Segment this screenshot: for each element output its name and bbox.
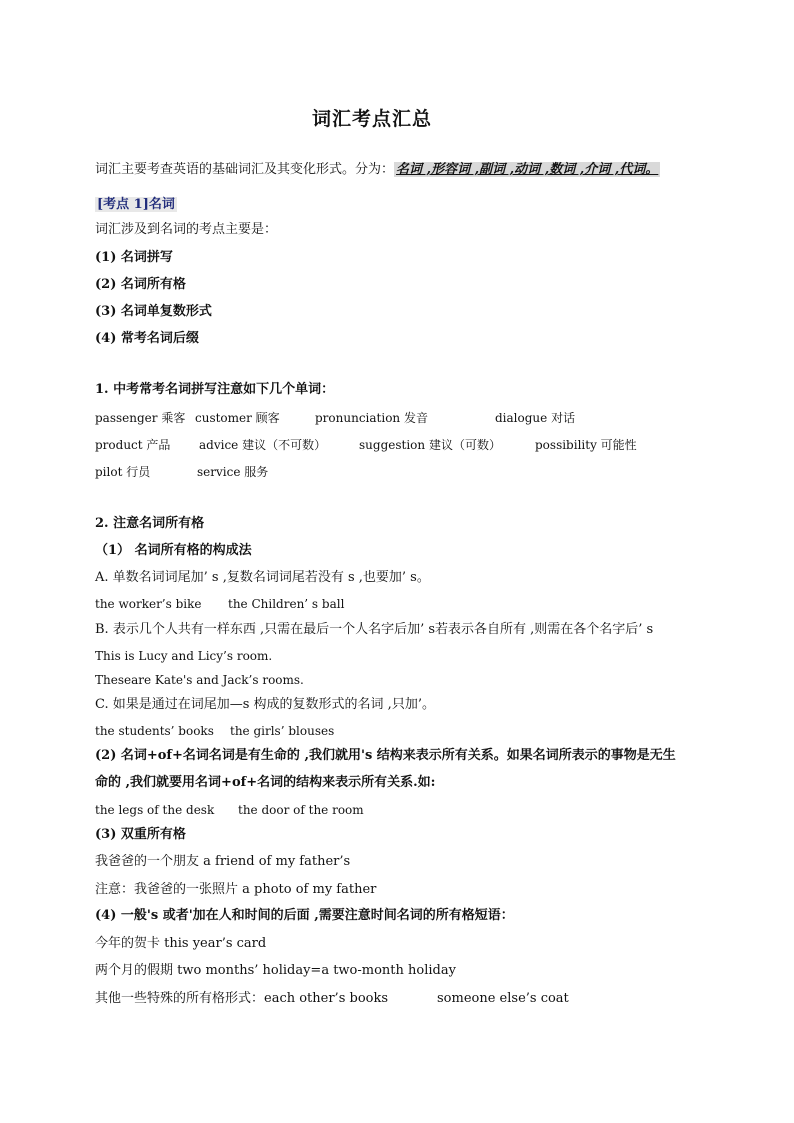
word-item: dialogue 对话: [495, 411, 576, 425]
point-3-example-1: 我爸爸的一个朋友 a friend of my father’s: [95, 854, 351, 869]
word-item: suggestion 建议（可数）: [359, 438, 501, 452]
example: the door of the room: [238, 803, 364, 817]
point-4-example-3: [95, 990, 569, 1008]
point-2-line-2: 命的 ,我们就要用名词+of+名词的结构来表示所有关系.如:: [95, 775, 436, 790]
point-3: (3) 名词单复数形式: [95, 304, 212, 319]
sec2-sub1: （1） 名词所有格的构成法: [95, 543, 252, 558]
word-row-1: [95, 409, 575, 427]
rule-a: A. 单数名词词尾加’ s ,复数名词词尾若没有 s ,也要加’ s。: [95, 570, 430, 585]
word-item: possibility 可能性: [535, 438, 637, 452]
example: the Children’ s ball: [228, 597, 345, 611]
word-item: product 产品: [95, 438, 171, 452]
intro-line: [95, 161, 660, 179]
point-3: (3) 双重所有格: [95, 827, 186, 842]
scope-text: 词汇涉及到名词的考点主要是：: [95, 222, 278, 237]
example: the worker’s bike: [95, 597, 202, 611]
rule-b: B. 表示几个人共有一样东西 ,只需在最后一个人名字后加’ s若表示各自所有 ,则需在各个名字后’ s: [95, 622, 654, 637]
word-row-2: [95, 436, 637, 454]
example: the legs of the desk: [95, 803, 215, 817]
example: the girls’ blouses: [230, 724, 335, 738]
word-item: pronunciation 发音: [315, 411, 428, 425]
example: the students’ books: [95, 724, 214, 738]
word-item: passenger 乘客: [95, 411, 186, 425]
point-4: (4) 常考名词后缀: [95, 331, 199, 346]
word-row-3: [95, 463, 268, 481]
sec2-heading: 2. 注意名词所有格: [95, 516, 205, 531]
example: 其他一些特殊的所有格形式：each other’s books: [95, 991, 389, 1006]
rule-b-example-2: Theseare Kate's and Jack’s rooms.: [95, 673, 304, 687]
rule-b-example-1: This is Lucy and Licy’s room.: [95, 649, 273, 663]
point-2: (2) 名词所有格: [95, 277, 186, 292]
point-2-line-1: (2) 名词+of+名词名词是有生命的 ,我们就用's 结构来表示所有关系。如果名词所表示的事物是无生: [95, 748, 676, 763]
point-2-examples: [95, 801, 364, 819]
rule-c: C. 如果是通过在词尾加—s 构成的复数形式的名词 ,只加’。: [95, 697, 435, 712]
kaodian-heading: [95, 196, 177, 214]
intro-text: 词汇主要考查英语的基础词汇及其变化形式。分为：: [95, 162, 395, 177]
rule-a-examples: [95, 595, 344, 613]
sec1-heading: 1. 中考常考名词拼写注意如下几个单词：: [95, 382, 335, 397]
word-item: pilot 行员: [95, 465, 151, 479]
intro-highlight: 名词 ,形容词 ,副词 ,动词 ,数词 ,介词 ,代词。: [396, 162, 659, 177]
rule-c-examples: [95, 722, 334, 740]
page-title: 词汇考点汇总: [311, 108, 432, 130]
point-3-example-2: 注意：我爸爸的一张照片 a photo of my father: [95, 882, 377, 897]
point-4: (4) 一般's 或者'加在人和时间的后面 ,需要注意时间名词的所有格短语：: [95, 908, 514, 923]
point-4-example-2: 两个月的假期 two months’ holiday=a two-month holiday: [95, 963, 456, 978]
word-item: service 服务: [197, 465, 269, 479]
kaodian-label: [考点 1]名词: [97, 197, 175, 212]
point-4-example-1: 今年的贺卡 this year’s card: [95, 936, 267, 951]
point-1: (1) 名词拼写: [95, 250, 173, 265]
example: someone else’s coat: [437, 991, 569, 1006]
word-item: customer 顾客: [195, 411, 280, 425]
word-item: advice 建议（不可数）: [199, 438, 327, 452]
